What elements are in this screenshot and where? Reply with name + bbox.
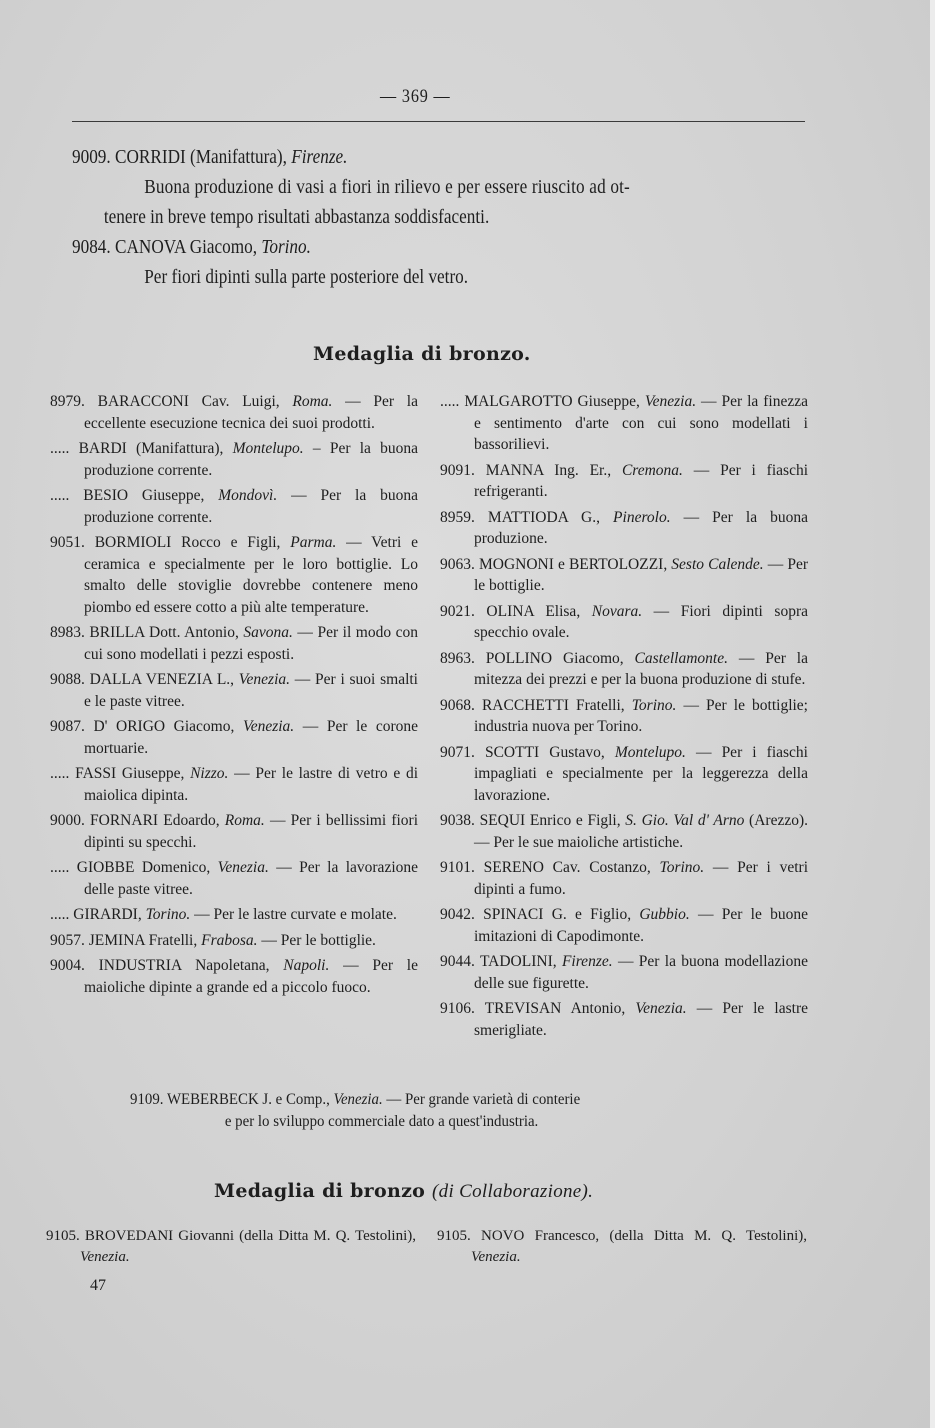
list-item: [50, 669, 418, 712]
list-item: [50, 810, 418, 853]
entry-name: DALLA VENEZIA L.,: [89, 671, 239, 688]
entry-text: — Per le bottiglie.: [474, 555, 808, 594]
entry-place: Gubbio.: [639, 906, 690, 923]
right-column: [440, 391, 808, 1045]
heading-text: Medaglia di bronzo: [214, 1180, 426, 1202]
entry-number: .....: [50, 440, 70, 457]
list-item: [440, 742, 808, 807]
entry-text: — Per la buona produzione corrente.: [84, 487, 419, 526]
entry-text: — Per le bottiglie.: [257, 931, 376, 949]
entry-name: GIRARDI,: [73, 906, 146, 923]
entry-name: BARACCONI Cav. Luigi,: [97, 393, 293, 410]
entry-name: JEMINA Fratelli,: [88, 931, 202, 949]
entry-number: 9009.: [72, 146, 111, 168]
entry-number: 9044.: [440, 953, 475, 970]
entry-name: RACCHETTI Fratelli,: [481, 696, 632, 714]
section-heading-collaborazione: [214, 1180, 593, 1203]
entry-name: FORNARI Edoardo,: [90, 812, 225, 829]
list-item: [50, 716, 418, 759]
entry-text: — Per la finezza e sentimento d'arte con cui sono modellati i bassorilievi.: [474, 393, 808, 453]
entry-place: Venezia.: [242, 718, 295, 735]
list-item: [440, 391, 808, 456]
list-item: [50, 622, 418, 665]
entry-place: Venezia.: [80, 1249, 130, 1265]
entry-number: 8983.: [50, 624, 85, 641]
entry-place: Montelupo.: [232, 440, 304, 457]
entry-name: SCOTTI Gustavo,: [484, 743, 615, 761]
entry-place: Roma.: [292, 393, 333, 410]
entry-text: — Per la lavorazione delle paste vitree.: [84, 859, 419, 898]
list-item: [440, 810, 808, 853]
entry-place: Cremona.: [621, 461, 683, 479]
entry-place: Venezia.: [333, 1091, 383, 1108]
entry-text: — Per la mitezza dei prezzi e per la buona produzione di stufe.: [474, 649, 808, 688]
top-entry: [72, 142, 829, 232]
left-column: [50, 391, 418, 1002]
entry-name: FASSI Giuseppe,: [75, 765, 191, 782]
list-item: [50, 955, 418, 998]
top-entry: [72, 232, 829, 292]
page-number: — 369 —: [380, 86, 451, 107]
entry-text: — Per le lastre smerigliate.: [474, 1000, 808, 1039]
entry-place: Venezia.: [238, 671, 291, 688]
entry-text: — Per le maioliche dipinte a grande ed a piccolo fuoco.: [84, 957, 418, 996]
entry-number: .....: [50, 765, 70, 782]
entry-place: Venezia.: [471, 1249, 521, 1265]
entry-name: MATTIODA G.,: [487, 508, 614, 526]
list-item: [50, 532, 418, 618]
entry-name: NOVO Francesco, (della Ditta M. Q. Testolini),: [481, 1228, 808, 1244]
list-item: [440, 695, 808, 738]
right-column-collaborazione: [437, 1226, 807, 1272]
entry-name: SERENO Cav. Costanzo,: [483, 859, 660, 876]
list-item: [440, 554, 808, 597]
entry-number: 9109.: [130, 1091, 164, 1108]
entry-name: TADOLINI,: [479, 953, 562, 970]
entry-number: 9004.: [50, 957, 85, 974]
entry-number: 8959.: [440, 508, 475, 526]
entry-name: BROVEDANI Giovanni (della Ditta M. Q. Testolini),: [84, 1228, 417, 1244]
entry-place: Venezia.: [644, 393, 697, 410]
entry-text: — Per il modo con cui sono modellati i pezzi esposti.: [84, 624, 418, 663]
list-item: [437, 1226, 807, 1268]
entry-text: — Per la buona produzione.: [474, 508, 808, 547]
list-item: [440, 507, 808, 550]
entry-number: 9105.: [437, 1228, 471, 1244]
entry-number: 9021.: [440, 602, 475, 620]
entry-place: Parma.: [290, 534, 337, 551]
entry-text: — Per grande varietà di conterie: [382, 1091, 581, 1108]
entry-text: — Per le lastre di vetro e di maiolica dipinta.: [84, 765, 419, 804]
entry-name: CANOVA Giacomo,: [115, 236, 262, 258]
entry-place: Mondovì.: [218, 487, 278, 504]
header-rule: [72, 121, 805, 122]
entry-number: 9105.: [46, 1228, 80, 1244]
entry-place: Napoli.: [283, 957, 330, 974]
entry-place: Novara.: [591, 602, 643, 620]
entry-number: 9038.: [440, 812, 475, 829]
page-edge: [930, 0, 935, 1428]
entry-number: .....: [50, 906, 70, 923]
entry-place: Firenze.: [291, 146, 348, 168]
list-item: [50, 930, 418, 952]
entry-number: 9000.: [50, 812, 85, 829]
entry-text: — Per i vetri dipinti a fumo.: [474, 859, 809, 898]
entry-place: Torino.: [145, 906, 191, 923]
entry-name: BRILLA Dott. Antonio,: [89, 624, 244, 641]
entry-number: 9063.: [440, 555, 475, 573]
list-item: [50, 763, 418, 806]
entry-number: 9101.: [440, 859, 475, 876]
entry-place: Torino.: [659, 859, 705, 876]
entry-place: Castellamonte.: [634, 649, 728, 667]
list-item: [46, 1226, 416, 1268]
centered-entry: [130, 1089, 580, 1133]
list-item: [440, 857, 808, 900]
list-item: [440, 460, 808, 503]
entry-text: — Per i bellissimi fiori dipinti su specchi.: [84, 812, 419, 851]
entry-name: OLINA Elisa,: [486, 602, 592, 620]
entry-number: 9057.: [50, 931, 85, 949]
entry-place: Roma.: [224, 812, 265, 829]
heading-suffix: (di Collaborazione).: [432, 1181, 594, 1202]
list-item: [50, 857, 418, 900]
signature-mark: 47: [90, 1277, 106, 1294]
entry-name: CORRIDI (Manifattura),: [115, 146, 292, 168]
entry-number: 9087.: [50, 718, 85, 735]
list-item: [440, 998, 808, 1041]
entry-number: 9071.: [440, 743, 475, 761]
entry-place: Nizzo.: [190, 765, 229, 782]
entry-text: — Per la eccellente esecuzione tecnica dei suoi prodotti.: [84, 393, 418, 432]
list-item: [50, 438, 418, 481]
section-heading: Medaglia di bronzo.: [313, 343, 531, 365]
list-item: [50, 485, 418, 528]
entry-name: MALGAROTTO Giuseppe,: [464, 393, 645, 410]
list-item: [440, 904, 808, 947]
entry-name: GIOBBE Domenico,: [76, 859, 218, 876]
entry-place: Pinerolo.: [613, 508, 671, 526]
list-item: [440, 601, 808, 644]
entry-place: S. Gio. Val d' Arno: [625, 812, 745, 829]
entry-name: BARDI (Manifattura),: [78, 440, 233, 457]
entry-number: .....: [50, 487, 70, 504]
list-item: [440, 951, 808, 994]
entry-number: 9091.: [440, 461, 475, 479]
entry-number: 9042.: [440, 906, 475, 923]
entry-number: 9084.: [72, 236, 111, 258]
entry-name: BORMIOLI Rocco e Figli,: [94, 534, 291, 551]
entry-text: — Per le lastre curvate e molate.: [190, 906, 397, 923]
entry-number: 9088.: [50, 671, 85, 688]
entry-text: e per lo sviluppo commerciale dato a quest'industria.: [224, 1113, 539, 1130]
entry-number: .....: [440, 393, 460, 410]
entry-number: 8979.: [50, 393, 85, 410]
entry-name: TREVISAN Antonio,: [484, 1000, 636, 1017]
entry-name: SPINACI G. e Figlio,: [483, 906, 640, 923]
entry-text: — Per i fiaschi refrigeranti.: [474, 461, 809, 500]
entry-text: (Arezzo). — Per le sue maioliche artistiche.: [474, 812, 809, 851]
entry-name: SEQUI Enrico e Figli,: [479, 812, 626, 829]
list-item: [440, 648, 808, 691]
entry-text: — Per i suoi smalti e le paste vitree.: [84, 671, 418, 710]
left-column-collaborazione: [46, 1226, 416, 1272]
entry-place: Venezia.: [217, 859, 269, 876]
entry-text: — Per le corone mortuarie.: [84, 718, 418, 757]
entry-name: INDUSTRIA Napoletana,: [98, 957, 284, 974]
entry-place: Torino.: [261, 236, 311, 258]
entry-place: Savona.: [243, 624, 293, 641]
entry-name: POLLINO Giacomo,: [485, 649, 635, 667]
entry-name: MANNA Ing. Er.,: [485, 461, 622, 479]
entry-name: D' ORIGO Giacomo,: [93, 718, 243, 735]
entry-number: .....: [50, 859, 70, 876]
entry-place: Frabosa.: [201, 931, 258, 949]
entry-text: — Per i fiaschi impagliati e specialmente per la leggerezza della lavorazione.: [474, 743, 808, 804]
entry-text: Per fiori dipinti sulla parte posteriore del vetro.: [144, 266, 469, 288]
entry-place: Sesto Calende.: [671, 555, 764, 573]
entry-text: – Per la buona produzione corrente.: [84, 440, 418, 479]
entry-number: 9068.: [440, 696, 475, 714]
entry-place: Torino.: [631, 696, 677, 714]
entry-name: MOGNONI e BERTOLOZZI,: [478, 555, 672, 573]
entry-number: 9106.: [440, 1000, 475, 1017]
entry-number: 8963.: [440, 649, 475, 667]
entry-text: tenere in breve tempo risultati abbastanza soddisfacenti.: [103, 206, 490, 228]
entry-place: Firenze.: [561, 953, 613, 970]
entry-place: Montelupo.: [614, 743, 686, 761]
entry-text: — Per le bottiglie; industria nuova per Torino.: [474, 696, 808, 735]
entry-number: 9051.: [50, 534, 85, 551]
entry-name: WEBERBECK J. e Comp.,: [166, 1091, 334, 1108]
entry-text: — Per le buone imitazioni di Capodimonte.: [474, 906, 808, 945]
entry-text: — Fiori dipinti sopra specchio ovale.: [474, 602, 808, 641]
entry-name: BESIO Giuseppe,: [83, 487, 219, 504]
list-item: [50, 391, 418, 434]
entry-text: Buona produzione di vasi a fiori in rilievo e per essere riuscito ad ot-: [144, 176, 630, 198]
list-item: [50, 904, 418, 926]
entry-place: Venezia.: [635, 1000, 687, 1017]
entry-text: — Vetri e ceramica e specialmente per le loro bottiglie. Lo smalto delle stoviglie dovrebbe contenere meno piombo ed essere cotto a più alte temperature.: [84, 534, 419, 616]
entry-text: — Per la buona modellazione delle sue figurette.: [474, 953, 808, 992]
